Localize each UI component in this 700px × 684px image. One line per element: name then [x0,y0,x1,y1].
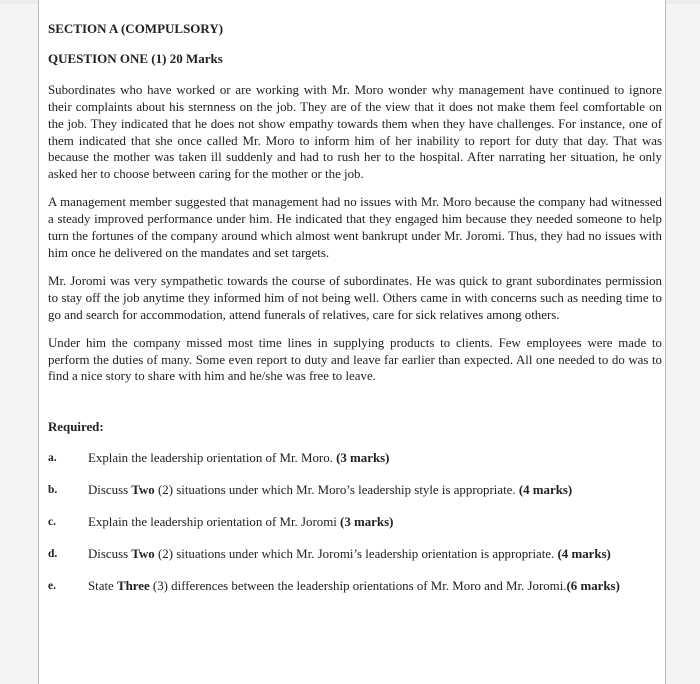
required-label: Required: [48,420,104,435]
item-marks: (6 marks) [566,579,620,594]
item-marks: (4 marks) [557,547,611,562]
item-letter: e. [48,580,56,593]
item-text: Explain the leadership orientation of Mr. Moro. (3 marks) [88,451,390,466]
item-text: Explain the leadership orientation of Mr. Joromi (3 marks) [88,515,394,530]
item-text: Discuss Two (2) situations under which Mr. Moro’s leadership style is appropriate. (4 marks) [88,483,573,498]
question-item-d [48,546,662,562]
question-item-e [48,578,662,594]
document-content [48,21,662,610]
section-title: SECTION A (COMPULSORY) [48,21,224,36]
question-title: QUESTION ONE (1) 20 Marks [48,50,223,66]
question-item-b [48,482,662,498]
paragraph-1: Subordinates who have worked or are working with Mr. Moro wonder why management have continued to ignore their complaints about his sternness on the job. They are of the view that it does not make them feel comfortable on the job. They indicated that he does not show empathy towards them when they have challenges. For instance, one of them indicated that she once called Mr. Moro to inform him of her inability to report for duty that day. That was because the mother was taken ill suddenly and had to rush her to the hospital. After narrating her situation, he only asked her to choose between caring for the mother or the job. [48,82,662,182]
question-item-c [48,514,662,530]
item-letter: d. [48,548,58,561]
item-letter: c. [48,516,56,529]
paragraph-4: Under him the company missed most time lines in supplying products to clients. Few employees were made to perform the duties of many. Some even report to duty and leave far earlier than expected. All one needed to do was to find a nice story to share with him and he/she was free to leave. [48,335,662,384]
item-text: Discuss Two (2) situations under which Mr. Joromi’s leadership orientation is appropriate. (4 marks) [88,547,611,562]
item-letter: b. [48,484,58,497]
item-marks: (3 marks) [336,451,390,466]
item-text: State Three (3) differences between the leadership orientations of Mr. Moro and Mr. Joromi.(6 marks) [88,579,620,594]
item-marks: (4 marks) [518,483,573,498]
document-page [38,0,666,684]
question-item-a [48,450,662,466]
paragraph-2: A management member suggested that management had no issues with Mr. Moro because the company had witnessed a steady improved performance under him. He indicated that they engaged him because they needed someone to help turn the fortunes of the company around which almost went bankrupt under Mr. Joromi. Thus, they had no issues with him once he delivered on the mandates and set targets. [48,195,662,260]
paragraph-3: Mr. Joromi was very sympathetic towards the course of subordinates. He was quick to grant subordinates permission to stay off the job anytime they informed him of not being well. Others came in with concerns such as needing time to go and search for accommodation, attend funerals of relatives, care for sick relatives among others. [48,273,662,322]
item-marks: (3 marks) [340,515,394,530]
item-letter: a. [48,452,57,465]
